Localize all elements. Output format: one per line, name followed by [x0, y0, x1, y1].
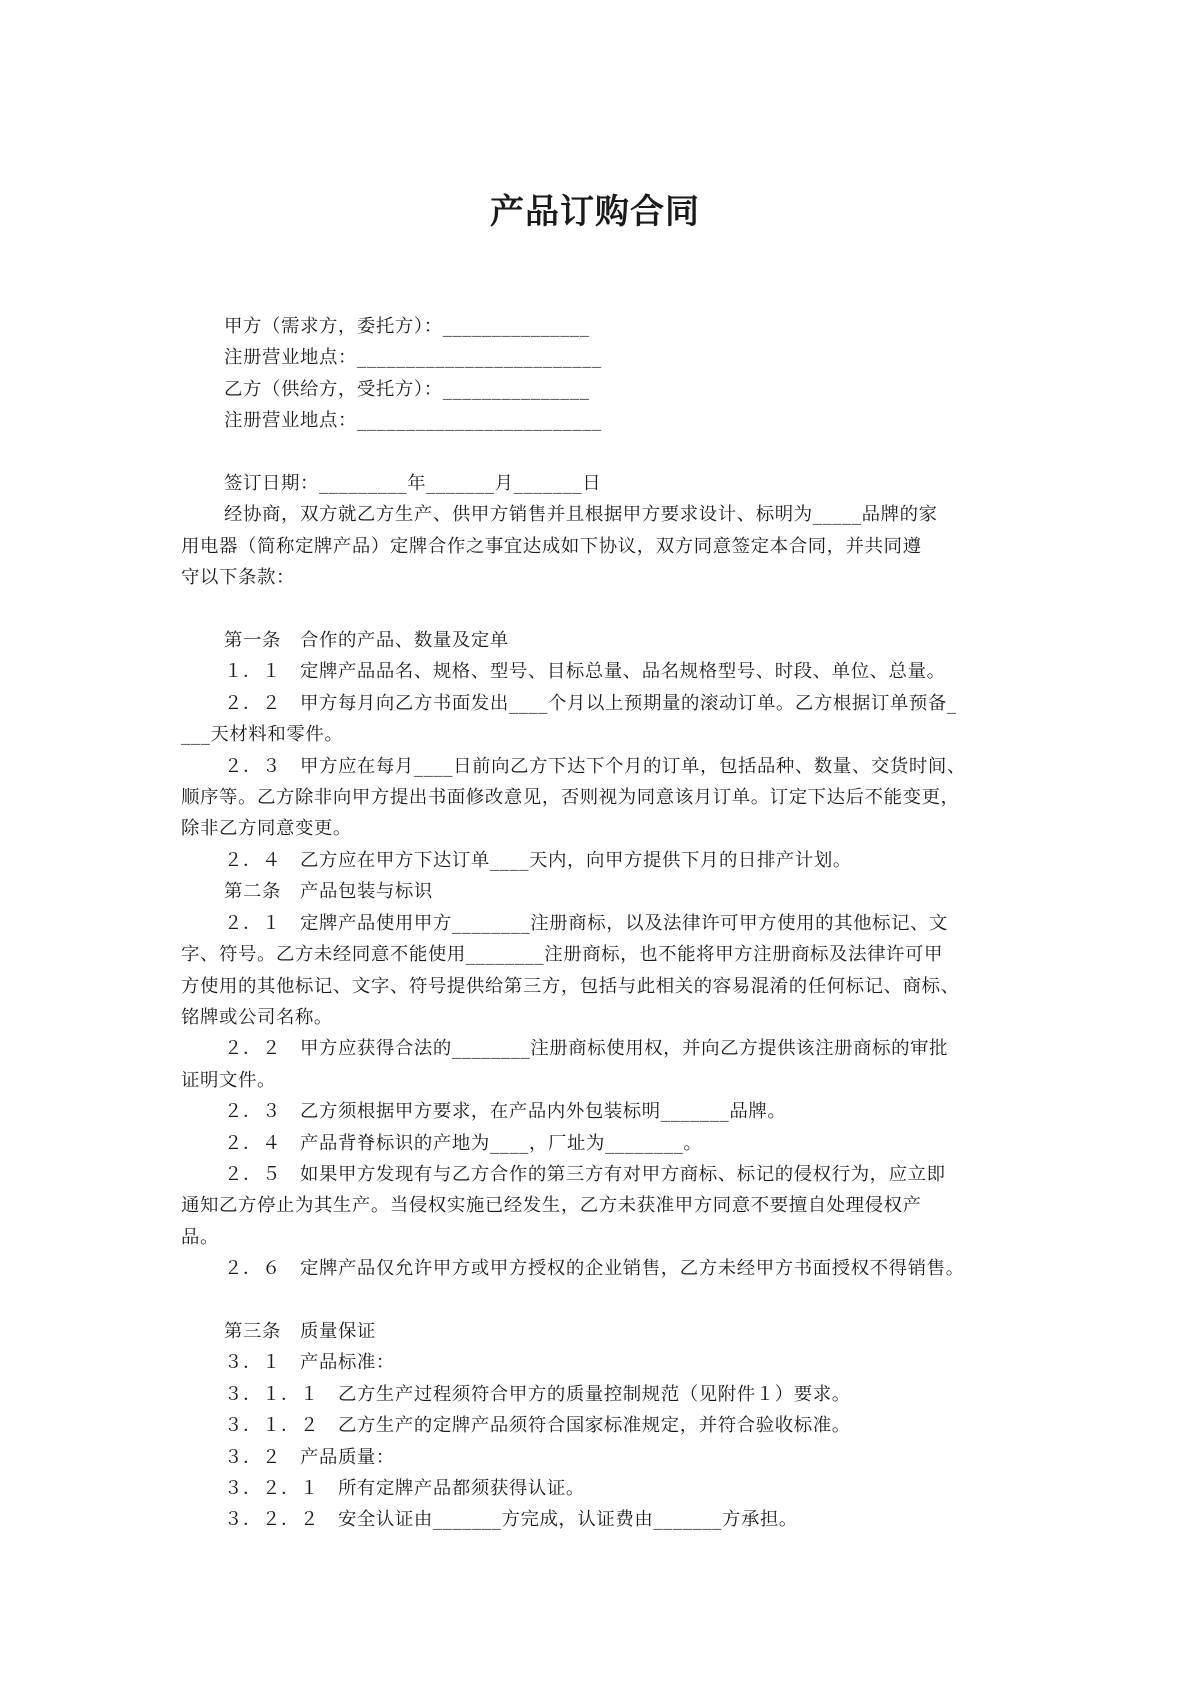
contract-body	[181, 311, 1021, 1536]
clause-2-5: ２．５ 如果甲方发现有与乙方合作的第三方有对甲方商标、标记的侵权行为，应立即	[224, 1163, 946, 1185]
clause-3-2-1: ３．２．１ 所有定牌产品都须获得认证。	[224, 1477, 585, 1499]
spacer	[181, 437, 1021, 468]
article-1-heading: 第一条 合作的产品、数量及定单	[224, 630, 509, 652]
party-a-address-line: 注册营业地点：_________________________	[224, 347, 602, 369]
clause-1-3-cont: 除非乙方同意变更。	[181, 818, 352, 840]
sign-date-line: 签订日期：_________年_______月_______日	[224, 473, 602, 495]
clause-2-2-cont: 证明文件。	[181, 1069, 276, 1091]
article-2-heading: 第二条 产品包装与标识	[224, 881, 433, 903]
party-b-address-line: 注册营业地点：_________________________	[224, 410, 602, 432]
clause-2-5-cont: 品。	[181, 1226, 219, 1248]
clause-2-5-cont: 通知乙方停止为其生产。当侵权实施已经发生，乙方未获准甲方同意不要擅自处理侵权产	[181, 1195, 922, 1217]
preamble-line: 用电器（简称定牌产品）定牌合作之事宜达成如下协议，双方同意签定本合同，并共同遵	[181, 535, 922, 557]
document-title: 产品订购合同	[490, 192, 700, 232]
article-3-heading: 第三条 质量保证	[224, 1320, 376, 1342]
clause-2-1-cont: 字、符号。乙方未经同意不能使用________注册商标，也不能将甲方注册商标及法律许可甲	[181, 944, 944, 966]
clause-2-4: ２．４ 产品背脊标识的产地为____，厂址为________。	[224, 1132, 703, 1154]
spacer	[181, 594, 1021, 625]
clause-2-6: ２．６ 定牌产品仅允许甲方或甲方授权的企业销售，乙方未经甲方书面授权不得销售。	[224, 1258, 965, 1280]
spacer	[181, 1285, 1021, 1316]
clause-3-1: ３．１ 产品标准：	[224, 1352, 395, 1374]
party-b-line: 乙方（供给方，受托方）：_______________	[224, 378, 590, 400]
clause-3-2-2: ３．２．２ 安全认证由_______方完成，认证费由_______方承担。	[224, 1509, 798, 1531]
clause-2-1-cont: 方使用的其他标记、文字、符号提供给第三方，包括与此相关的容易混淆的任何标记、商标、	[181, 975, 960, 997]
clause-2-2: ２．２ 甲方应获得合法的________注册商标使用权，并向乙方提供该注册商标的审批	[224, 1038, 949, 1060]
clause-2-1-cont: 铭牌或公司名称。	[181, 1006, 333, 1028]
clause-2-1: ２．１ 定牌产品使用甲方________注册商标，以及法律许可甲方使用的其他标记、文	[224, 912, 949, 934]
clause-1-2: ２．２ 甲方每月向乙方书面发出____个月以上预期量的滚动订单。乙方根据订单预备_	[224, 692, 957, 714]
clause-1-2-cont: ___天材料和零件。	[181, 724, 344, 746]
preamble-line: 守以下条款：	[181, 567, 295, 589]
clause-2-3: ２．３ 乙方须根据甲方要求，在产品内外包装标明_______品牌。	[224, 1101, 787, 1123]
clause-3-1-1: ３．１．１ 乙方生产过程须符合甲方的质量控制规范（见附件１）要求。	[224, 1383, 851, 1405]
clause-1-1: １．１ 定牌产品品名、规格、型号、目标总量、品名规格型号、时段、单位、总量。	[224, 661, 946, 683]
clause-1-3: ２．３ 甲方应在每月____日前向乙方下达下个月的订单，包括品种、数量、交货时间、	[224, 755, 966, 777]
clause-3-2: ３．２ 产品质量：	[224, 1446, 395, 1468]
party-a-line: 甲方（需求方，委托方）：_______________	[224, 316, 590, 337]
preamble-line: 经协商，双方就乙方生产、供甲方销售并且根据甲方要求设计、标明为_____品牌的家	[224, 504, 938, 526]
clause-1-3-cont: 顺序等。乙方除非向甲方提出书面修改意见，否则视为同意该月订单。订定下达后不能变更，	[181, 787, 960, 809]
clause-3-1-2: ３．１．２ 乙方生产的定牌产品须符合国家标准规定，并符合验收标准。	[224, 1415, 851, 1437]
clause-1-4: ２．４ 乙方应在甲方下达订单____天内，向甲方提供下月的日排产计划。	[224, 849, 852, 871]
